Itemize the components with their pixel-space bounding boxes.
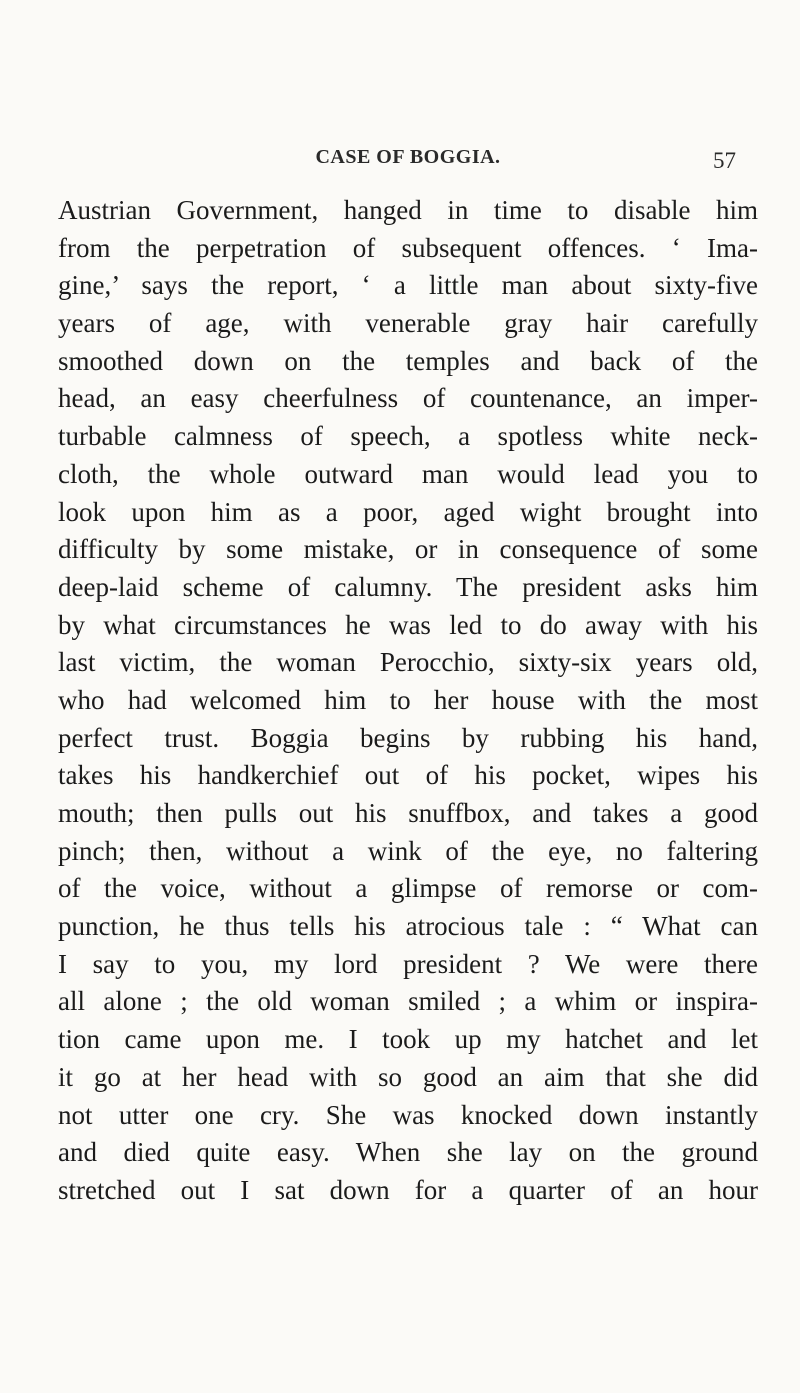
text-line: it go at her head with so good an aim that she did xyxy=(58,1061,758,1092)
text-line: head, an easy cheerfulness of countenance, an imper- xyxy=(58,383,758,414)
text-line: pinch; then, without a wink of the eye, no faltering xyxy=(58,835,758,866)
text-line: stretched out I sat down for a quarter of an hour xyxy=(58,1174,758,1205)
text-line: of the voice, without a glimpse of remorse or com- xyxy=(58,873,758,904)
text-line: years of age, with venerable gray hair carefully xyxy=(58,308,758,339)
text-line: Austrian Government, hanged in time to disable him xyxy=(58,195,758,225)
page-number: 57 xyxy=(713,148,736,173)
text-line: mouth; then pulls out his snuffbox, and takes a good xyxy=(58,798,758,828)
text-line: gine,’ says the report, ‘ a little man about sixty-five xyxy=(58,270,758,301)
text-line: tion came upon me. I took up my hatchet and let xyxy=(58,1024,758,1055)
running-title: CASE OF BOGGIA. xyxy=(315,146,501,168)
text-line: smoothed down on the temples and back of the xyxy=(58,345,758,376)
text-line: perfect trust. Boggia begins by rubbing his hand, xyxy=(58,722,758,753)
body-text xyxy=(58,192,758,1210)
text-line: takes his handkerchief out of his pocket, wipes his xyxy=(58,760,758,791)
text-line: I say to you, my lord president ? We were there xyxy=(58,948,758,979)
text-line: who had welcomed him to her house with the most xyxy=(58,684,758,715)
text-line: all alone ; the old woman smiled ; a whim or inspira- xyxy=(58,986,758,1017)
text-line: last victim, the woman Perocchio, sixty-six years old, xyxy=(58,647,758,678)
text-line: punction, he thus tells his atrocious tale : “ What can xyxy=(58,911,758,942)
text-line: turbable calmness of speech, a spotless white neck- xyxy=(58,421,758,452)
text-line: look upon him as a poor, aged wight brought into xyxy=(58,496,758,527)
text-line: difficulty by some mistake, or in consequence of some xyxy=(58,534,758,565)
text-line: not utter one cry. She was knocked down instantly xyxy=(58,1099,758,1130)
text-line: from the perpetration of subsequent offences. ‘ Ima- xyxy=(58,232,758,263)
text-line: cloth, the whole outward man would lead you to xyxy=(58,458,758,489)
running-head xyxy=(58,146,758,176)
text-line: and died quite easy. When she lay on the ground xyxy=(58,1137,758,1168)
text-line: by what circumstances he was led to do away with his xyxy=(58,609,758,640)
text-line: deep-laid scheme of calumny. The president asks him xyxy=(58,571,758,602)
